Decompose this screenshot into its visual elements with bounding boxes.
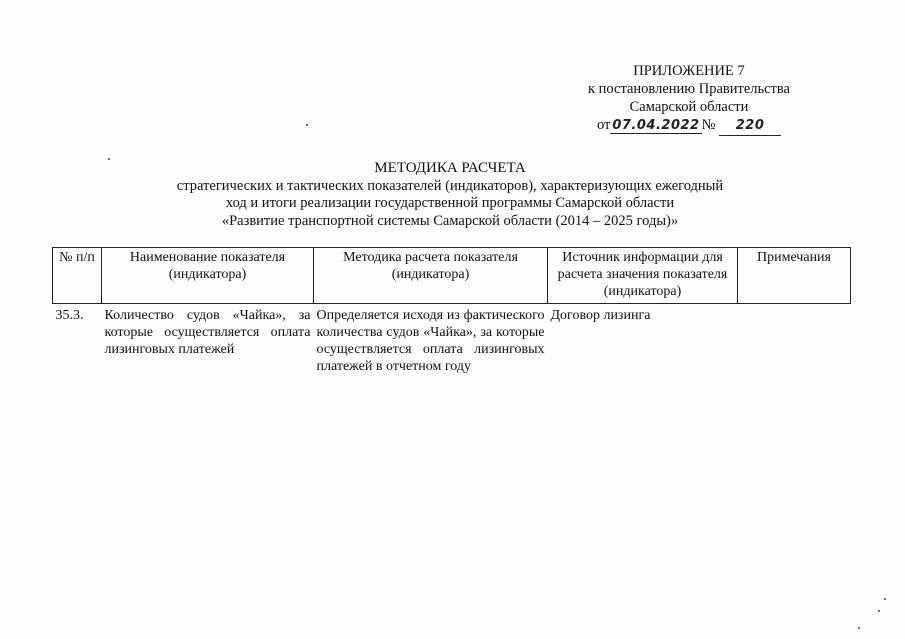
annex-decree-line: к постановлению Правительства	[588, 81, 790, 97]
row-information-source: Договор лизинга	[550, 308, 651, 323]
annex-title: ПРИЛОЖЕНИЕ 7	[633, 63, 745, 79]
scan-speck	[878, 610, 880, 612]
header-notes: Примечания	[738, 248, 851, 304]
document-heading	[100, 160, 800, 230]
row-notes	[738, 304, 851, 376]
scan-speck	[858, 627, 860, 629]
handwritten-date: 07.04.2022	[612, 118, 700, 133]
annex-header	[559, 62, 819, 136]
header-information-source: Источник информации для расчета значения показателя (индикатора)	[548, 248, 738, 304]
heading-line-2: ход и итоги реализации государственной программы Самарской области	[225, 195, 675, 211]
number-sign: №	[701, 117, 716, 133]
header-indicator-name: Наименование показателя (индикатора)	[102, 248, 314, 304]
document-title: МЕТОДИКА РАСЧЕТА	[374, 160, 526, 176]
scan-speck	[306, 124, 308, 126]
row-indicator-name: Количество судов «Чайка», за которые осуществляется оплата лизинговых платежей	[104, 308, 311, 357]
heading-line-1: стратегических и тактических показателей (индикаторов), характеризующих ежегодный	[176, 177, 724, 194]
heading-line-3: «Развитие транспортной системы Самарской области (2014 – 2025 годы)»	[221, 212, 679, 229]
header-calculation-method: Методика расчета показателя (индикатора)	[314, 248, 548, 304]
header-number: № п/п	[53, 248, 102, 304]
annex-date-line	[559, 116, 819, 136]
table-header-row	[53, 248, 851, 304]
scan-speck	[108, 158, 110, 160]
methodology-table	[52, 247, 851, 375]
handwritten-number: 220	[719, 117, 781, 136]
date-prefix: от	[596, 117, 611, 133]
annex-region-line: Самарской области	[629, 99, 749, 115]
table-row	[53, 304, 851, 376]
row-number: 35.3.	[55, 308, 84, 323]
scan-speck	[884, 598, 886, 600]
row-calculation-method: Определяется исходя из фактического количества судов «Чайка», за которые осуществляется оплата лизинговых платежей в отчетном году	[316, 308, 545, 374]
